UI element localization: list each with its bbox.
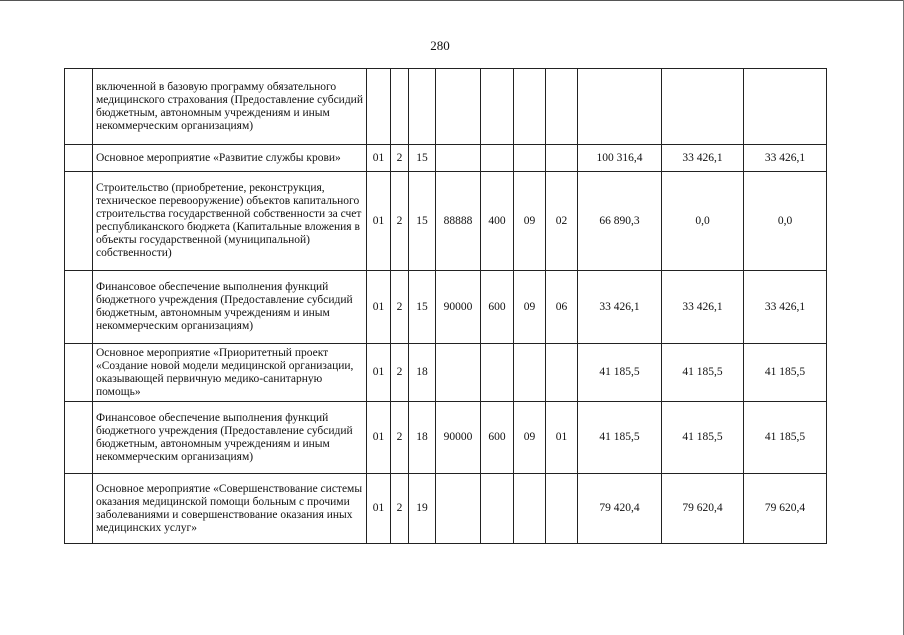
code-cell: 88888 xyxy=(436,172,481,271)
row-description: Основное мероприятие «Приоритетный проект «Создание новой модели медицинской организации, оказывающей первичную медико-санитарную помощь» xyxy=(93,344,367,402)
row-marker-cell xyxy=(65,344,93,402)
code-cell xyxy=(436,69,481,145)
amount-cell: 41 185,5 xyxy=(662,344,744,402)
row-marker-cell xyxy=(65,145,93,172)
amount-cell: 33 426,1 xyxy=(662,145,744,172)
amount-cell: 41 185,5 xyxy=(662,402,744,474)
code-cell: 2 xyxy=(391,402,409,474)
code-cell xyxy=(546,344,578,402)
table-row xyxy=(65,69,827,145)
amount-cell: 79 620,4 xyxy=(662,474,744,544)
code-cell: 2 xyxy=(391,172,409,271)
table-row xyxy=(65,344,827,402)
row-marker-cell xyxy=(65,172,93,271)
code-cell: 18 xyxy=(409,402,436,474)
code-cell: 01 xyxy=(367,344,391,402)
amount-cell: 33 426,1 xyxy=(662,271,744,344)
code-cell: 01 xyxy=(367,402,391,474)
row-description: Основное мероприятие «Развитие службы крови» xyxy=(93,145,367,172)
row-marker-cell xyxy=(65,474,93,544)
amount-cell: 79 420,4 xyxy=(578,474,662,544)
code-cell xyxy=(514,474,546,544)
row-marker-cell xyxy=(65,69,93,145)
code-cell xyxy=(546,145,578,172)
code-cell xyxy=(546,69,578,145)
code-cell xyxy=(436,474,481,544)
code-cell: 01 xyxy=(546,402,578,474)
row-description: включенной в базовую программу обязательного медицинского страхования (Предоставление субсидий бюджетным, автономным учреждениям и иным некоммерческим организациям) xyxy=(93,69,367,145)
row-marker-cell xyxy=(65,271,93,344)
code-cell: 600 xyxy=(481,402,514,474)
code-cell xyxy=(409,69,436,145)
code-cell: 2 xyxy=(391,344,409,402)
amount-cell: 33 426,1 xyxy=(744,271,827,344)
code-cell: 90000 xyxy=(436,271,481,344)
budget-table xyxy=(64,68,827,544)
amount-cell: 33 426,1 xyxy=(578,271,662,344)
code-cell: 19 xyxy=(409,474,436,544)
code-cell xyxy=(367,69,391,145)
amount-cell: 41 185,5 xyxy=(744,402,827,474)
code-cell xyxy=(436,344,481,402)
row-description: Основное мероприятие «Совершенствование системы оказания медицинской помощи больным с прочими заболеваниями и совершенствование оказания иных медицинских услуг» xyxy=(93,474,367,544)
code-cell xyxy=(514,145,546,172)
code-cell: 15 xyxy=(409,271,436,344)
code-cell xyxy=(436,145,481,172)
code-cell xyxy=(481,145,514,172)
table-row xyxy=(65,474,827,544)
code-cell xyxy=(514,344,546,402)
amount-cell: 41 185,5 xyxy=(744,344,827,402)
code-cell xyxy=(546,474,578,544)
amount-cell: 33 426,1 xyxy=(744,145,827,172)
table-row xyxy=(65,172,827,271)
code-cell xyxy=(481,344,514,402)
amount-cell: 0,0 xyxy=(662,172,744,271)
amount-cell: 41 185,5 xyxy=(578,402,662,474)
code-cell xyxy=(481,474,514,544)
code-cell: 01 xyxy=(367,474,391,544)
code-cell: 09 xyxy=(514,402,546,474)
code-cell: 400 xyxy=(481,172,514,271)
row-description: Финансовое обеспечение выполнения функций бюджетного учреждения (Предоставление субсидий бюджетным, автономным учреждениям и иным некоммерческим организациям) xyxy=(93,402,367,474)
code-cell: 09 xyxy=(514,271,546,344)
code-cell: 01 xyxy=(367,271,391,344)
scan-edge-top xyxy=(0,0,904,1)
amount-cell: 41 185,5 xyxy=(578,344,662,402)
amount-cell: 66 890,3 xyxy=(578,172,662,271)
amount-cell: 100 316,4 xyxy=(578,145,662,172)
code-cell: 2 xyxy=(391,145,409,172)
code-cell xyxy=(514,69,546,145)
code-cell: 15 xyxy=(409,145,436,172)
code-cell: 600 xyxy=(481,271,514,344)
row-description: Финансовое обеспечение выполнения функций бюджетного учреждения (Предоставление субсидий бюджетным, автономным учреждениям и иным некоммерческим организациям) xyxy=(93,271,367,344)
row-marker-cell xyxy=(65,402,93,474)
code-cell: 01 xyxy=(367,172,391,271)
code-cell: 90000 xyxy=(436,402,481,474)
amount-cell: 0,0 xyxy=(744,172,827,271)
amount-cell xyxy=(662,69,744,145)
code-cell: 15 xyxy=(409,172,436,271)
code-cell xyxy=(391,69,409,145)
table-row xyxy=(65,145,827,172)
code-cell: 01 xyxy=(367,145,391,172)
table-row xyxy=(65,402,827,474)
code-cell: 09 xyxy=(514,172,546,271)
table-row xyxy=(65,271,827,344)
code-cell: 18 xyxy=(409,344,436,402)
amount-cell xyxy=(578,69,662,145)
code-cell: 2 xyxy=(391,271,409,344)
page-number: 280 xyxy=(430,38,450,53)
row-description: Строительство (приобретение, реконструкция, техническое перевооружение) объектов капитального строительства государственной собственности за счет республиканского бюджета (Капитальные вложения в объекты государственной (муниципальной) собственности) xyxy=(93,172,367,271)
code-cell: 2 xyxy=(391,474,409,544)
amount-cell: 79 620,4 xyxy=(744,474,827,544)
code-cell: 02 xyxy=(546,172,578,271)
code-cell: 06 xyxy=(546,271,578,344)
amount-cell xyxy=(744,69,827,145)
code-cell xyxy=(481,69,514,145)
